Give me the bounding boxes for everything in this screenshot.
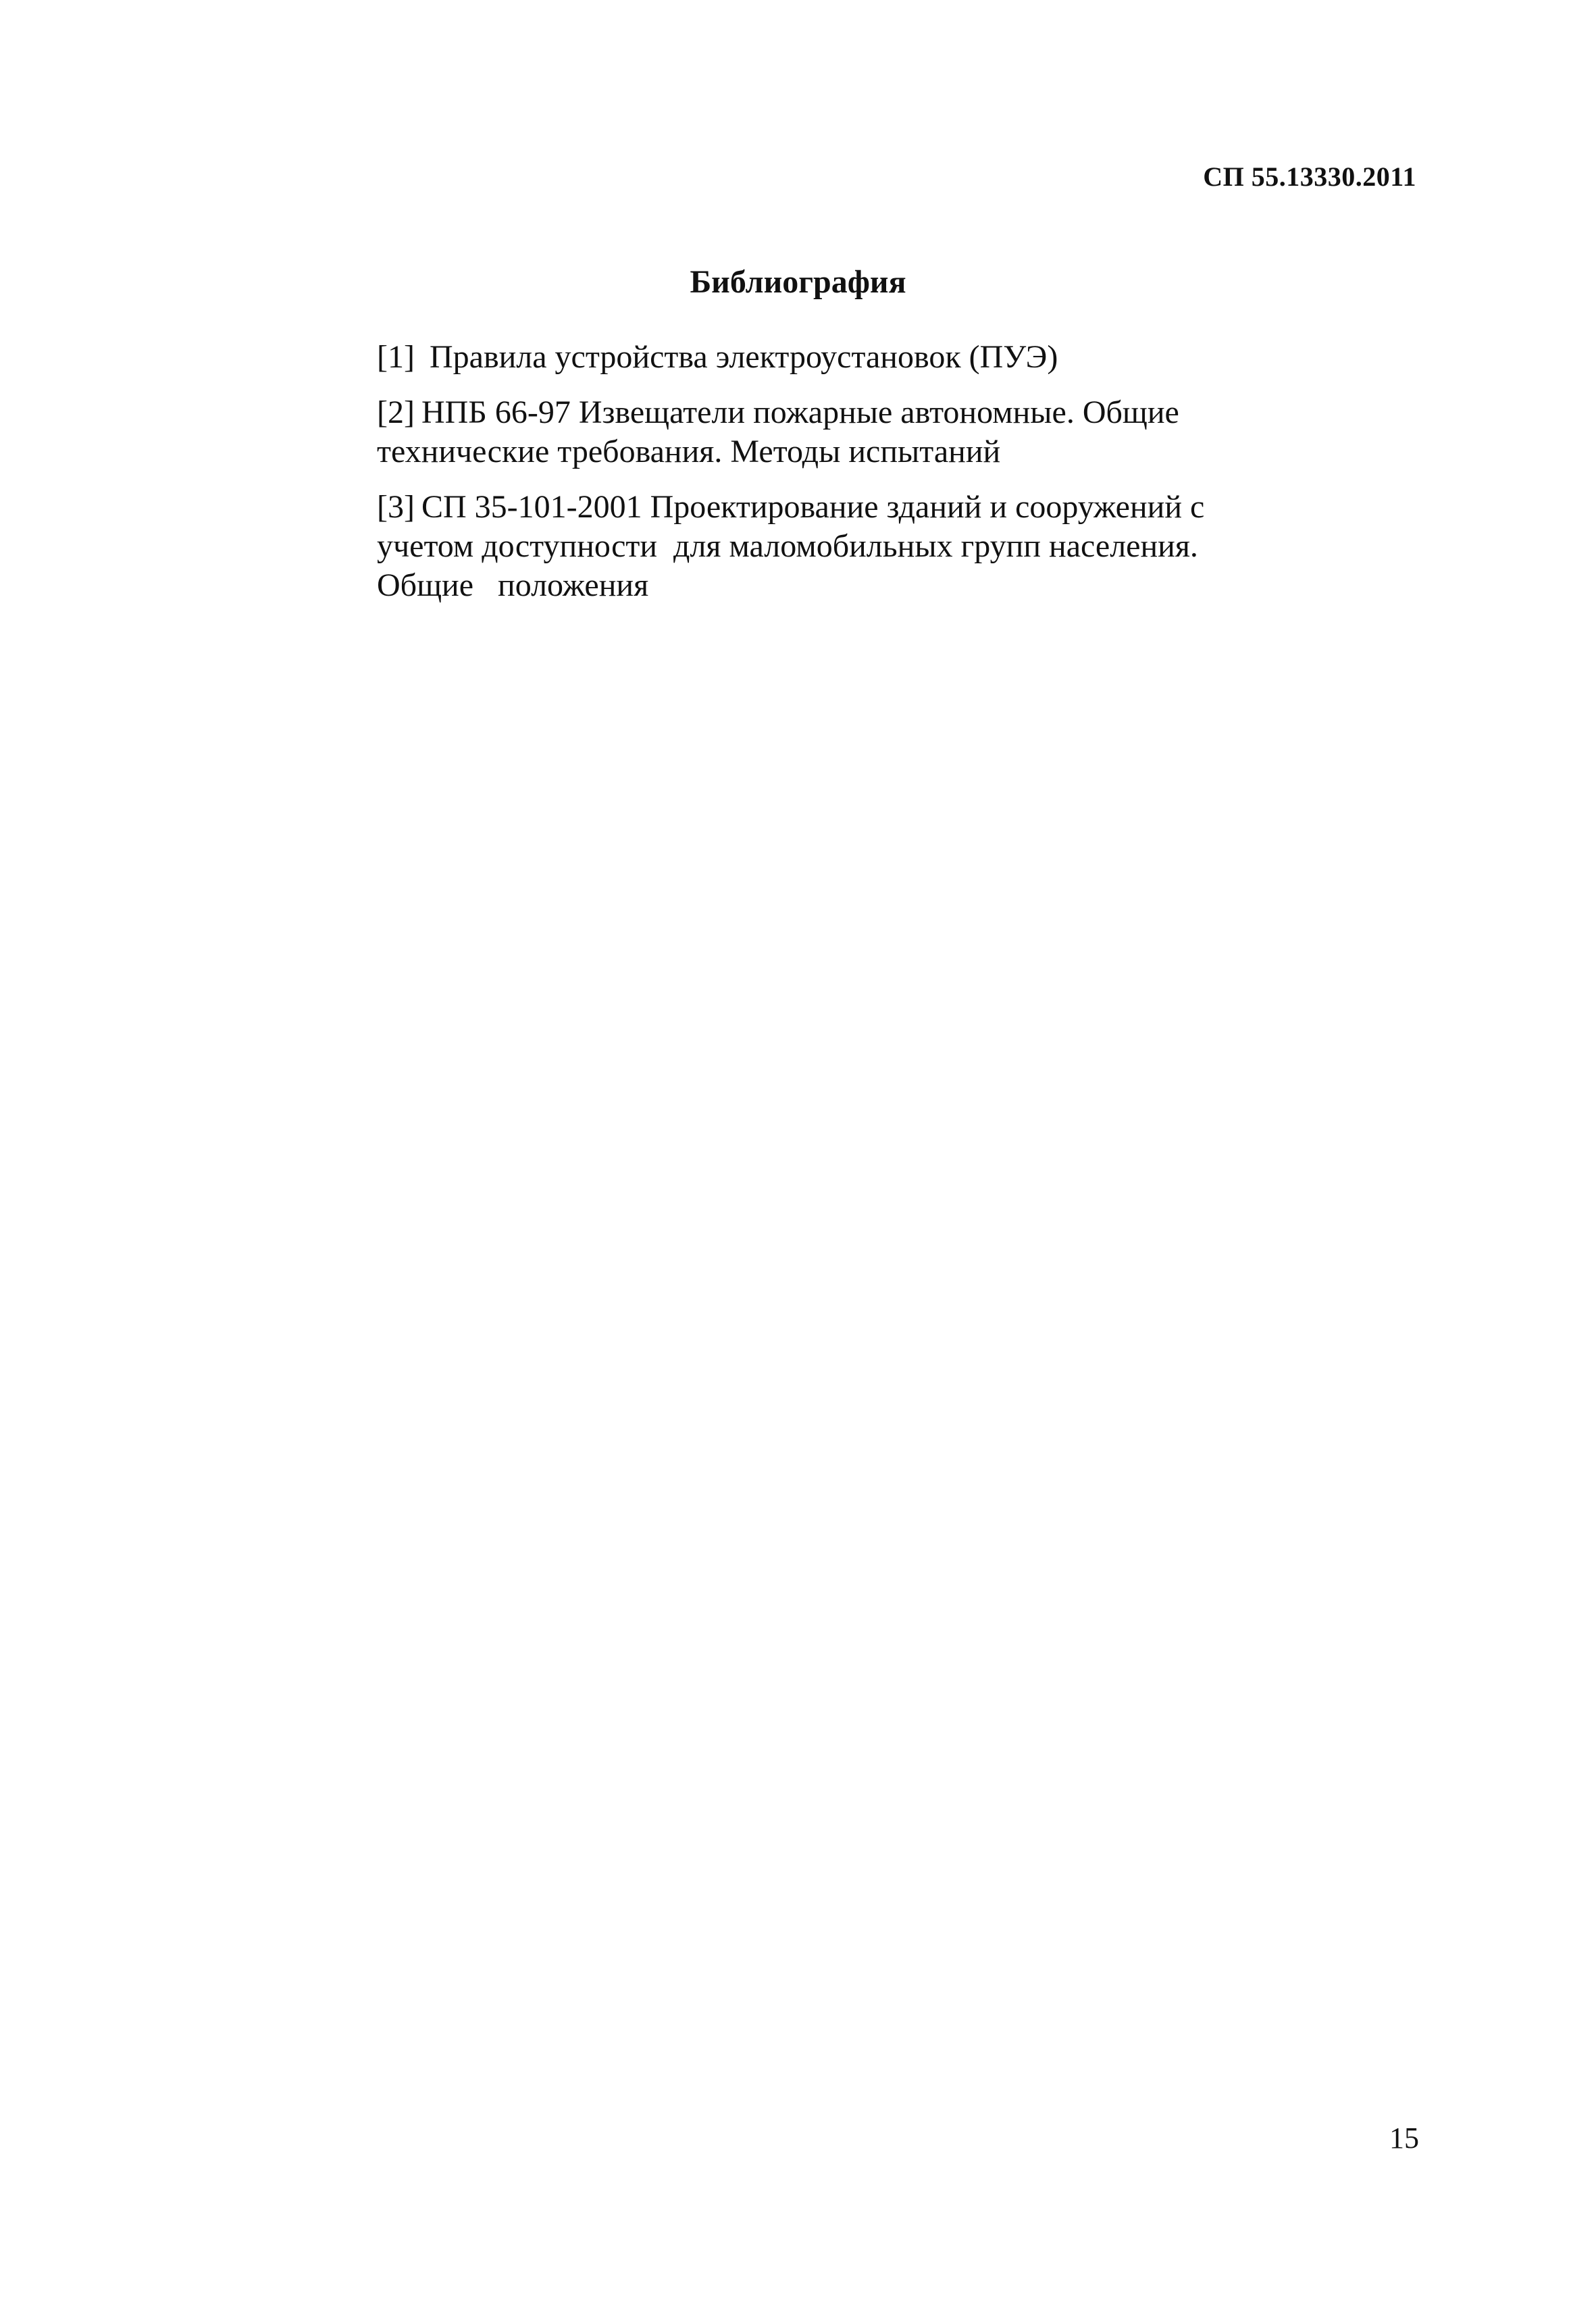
page-number: 15 bbox=[1389, 2122, 1419, 2155]
bibliography-list bbox=[377, 338, 1431, 621]
bibliography-item-number: [1] bbox=[377, 339, 415, 375]
bibliography-item-text-continuation: учетом доступности для маломобильных групп населения. bbox=[377, 528, 1198, 564]
page-title: Библиография bbox=[690, 264, 906, 300]
bibliography-item-2 bbox=[377, 393, 1431, 471]
document-code: СП 55.13330.2011 bbox=[1203, 161, 1416, 192]
bibliography-item-text: СП 35-101-2001 Проектирование зданий и сооружений с bbox=[421, 489, 1205, 525]
bibliography-item-text-continuation: Общие положения bbox=[377, 567, 649, 603]
bibliography-item-text: НПБ 66-97 Извещатели пожарные автономные. Общие bbox=[421, 394, 1179, 430]
bibliography-item-number: [2] bbox=[377, 394, 415, 430]
bibliography-item-number: [3] bbox=[377, 489, 415, 525]
bibliography-item-text-continuation: технические требования. Методы испытаний bbox=[377, 434, 1001, 469]
bibliography-item-3 bbox=[377, 488, 1431, 605]
bibliography-item-text: Правила устройства электроустановок (ПУЭ) bbox=[421, 339, 1058, 375]
bibliography-item-1 bbox=[377, 338, 1431, 377]
